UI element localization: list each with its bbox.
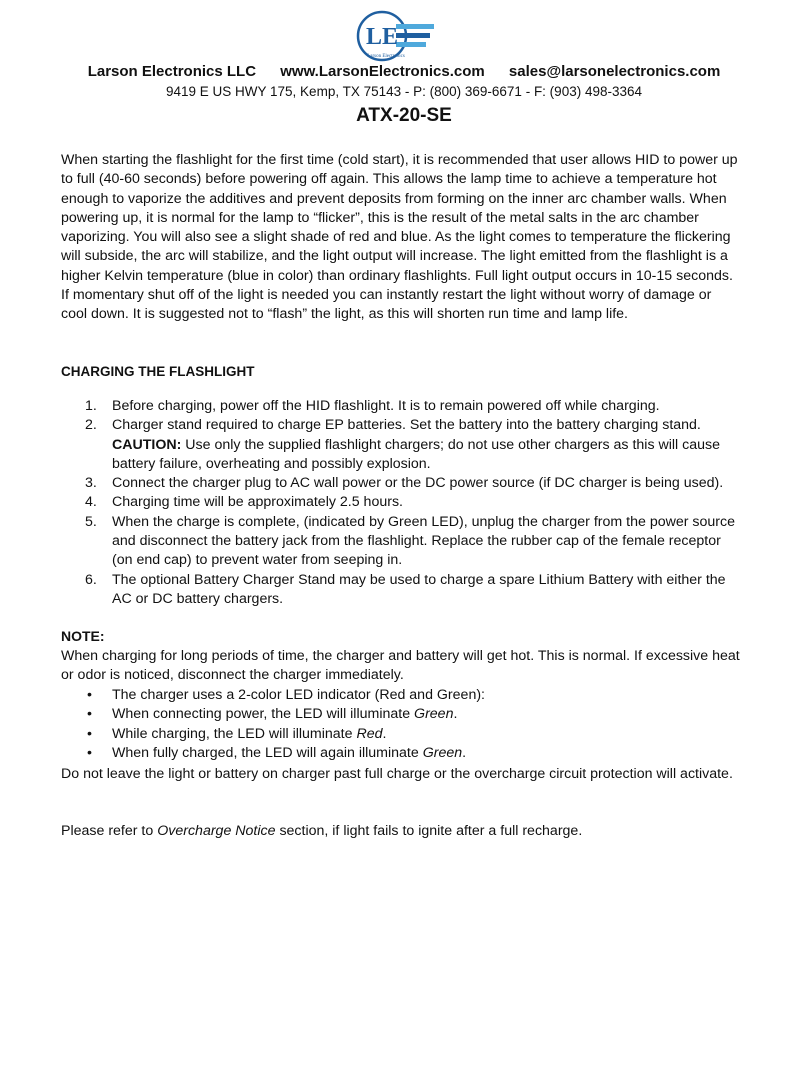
bullet-text: When fully charged, the LED will again illuminate	[112, 744, 423, 761]
list-item	[61, 513, 741, 571]
refer-paragraph	[61, 822, 741, 841]
step-text: When the charge is complete, (indicated by Green LED), unplug the charger from the power source and disconnect the battery jack from the flashlight. Replace the rubber cap of the female receptor (on end cap) to prevent water from seeping in.	[112, 513, 735, 569]
bullet-emphasis: Red	[356, 725, 383, 742]
list-item	[61, 474, 741, 493]
bullet-icon: •	[87, 706, 92, 723]
bullet-icon: •	[87, 744, 92, 761]
logo-letters: LE	[365, 24, 399, 50]
led-indicator-list	[61, 686, 741, 763]
note-heading: NOTE:	[61, 628, 105, 644]
company-contact-line	[0, 63, 808, 80]
overcharge-notice-reference: Overcharge Notice	[157, 823, 276, 839]
list-item	[61, 397, 741, 416]
refer-suffix: section, if light fails to ignite after a full recharge.	[275, 823, 583, 839]
list-item	[61, 725, 741, 744]
list-item	[61, 416, 741, 474]
caution-label: CAUTION:	[112, 436, 182, 453]
charging-heading: CHARGING THE FLASHLIGHT	[61, 364, 255, 379]
step-text: Charger stand required to charge EP batteries. Set the battery into the battery charging stand.	[112, 417, 701, 434]
company-website: www.LarsonElectronics.com	[280, 63, 485, 80]
step-number: 4.	[85, 494, 97, 511]
step-number: 1.	[85, 398, 97, 414]
bullet-icon: •	[87, 725, 92, 742]
step-number: 6.	[85, 571, 97, 588]
bullet-icon: •	[87, 687, 92, 703]
bullet-emphasis: Green	[422, 744, 463, 761]
refer-prefix: Please refer to	[61, 823, 158, 839]
step-text: Charging time will be approximately 2.5 hours.	[112, 494, 403, 511]
bullet-suffix: .	[453, 706, 458, 723]
intro-paragraph: When starting the flashlight for the first time (cold start), it is recommended that user allows HID to power up to full (40-60 seconds) before powering off again. This allows the lamp time to achieve a temperature hot enough to vaporize the additives and prevent deposits from forming on the inner arc chamber walls. When powering up, it is normal for the lamp to “flicker”, this is the result of the metal salts in the arc chamber vaporizing. You will also see a slight shade of red and blue. As the light comes to temperature the flickering will subside, the arc will stabilize, and the light output will increase. The light emitted from the flashlight is a higher Kelvin temperature (blue in color) than ordinary flashlights. Full light output occurs in 10-15 seconds. If momentary shut off of the light is needed you can instantly restart the light without worry of damage or cool down. It is suggested not to “flash” the light, as this will shorten run time and lamp life.	[61, 152, 738, 323]
step-text: Before charging, power off the HID flashlight. It is to remain powered off while charging.	[112, 398, 660, 414]
bullet-suffix: .	[382, 725, 387, 742]
step-text: The optional Battery Charger Stand may be used to charge a spare Lithium Battery with either the AC or DC battery chargers.	[112, 571, 726, 607]
logo-subtext: Larson Electronics	[367, 54, 405, 59]
step-number: 5.	[85, 513, 97, 530]
list-item	[61, 705, 741, 724]
step-number: 2.	[85, 417, 97, 434]
list-item	[61, 744, 741, 763]
model-title: ATX-20-SE	[356, 105, 452, 126]
charging-steps-list	[61, 397, 741, 609]
list-item	[61, 686, 741, 705]
company-name: Larson Electronics LLC	[87, 63, 257, 80]
caution-text: Use only the supplied flashlight chargers; do not use other chargers as this will cause battery failure, overheating and possibly explosion.	[112, 436, 720, 472]
bullet-emphasis: Green	[414, 706, 454, 723]
bullet-suffix: .	[462, 744, 467, 761]
company-email: sales@larsonelectronics.com	[508, 63, 721, 80]
bullet-text: When connecting power, the LED will illuminate	[112, 706, 415, 723]
bullet-text: While charging, the LED will illuminate	[112, 725, 357, 742]
list-item	[61, 493, 741, 512]
company-address: 9419 E US HWY 175, Kemp, TX 75143 - P: (800) 369-6671 - F: (903) 498-3364	[165, 84, 643, 99]
step-number: 3.	[85, 475, 97, 492]
note-paragraph: When charging for long periods of time, the charger and battery will get hot. This is normal. If excessive heat or odor is noticed, disconnect the charger immediately.	[61, 648, 740, 684]
bullet-text: The charger uses a 2-color LED indicator (Red and Green):	[112, 687, 485, 703]
step-text: Connect the charger plug to AC wall power or the DC power source (if DC charger is being used).	[112, 475, 724, 492]
larson-electronics-logo	[356, 10, 436, 62]
overcharge-warning: Do not leave the light or battery on charger past full charge or the overcharge circuit protection will activate.	[61, 766, 733, 782]
list-item	[61, 571, 741, 610]
